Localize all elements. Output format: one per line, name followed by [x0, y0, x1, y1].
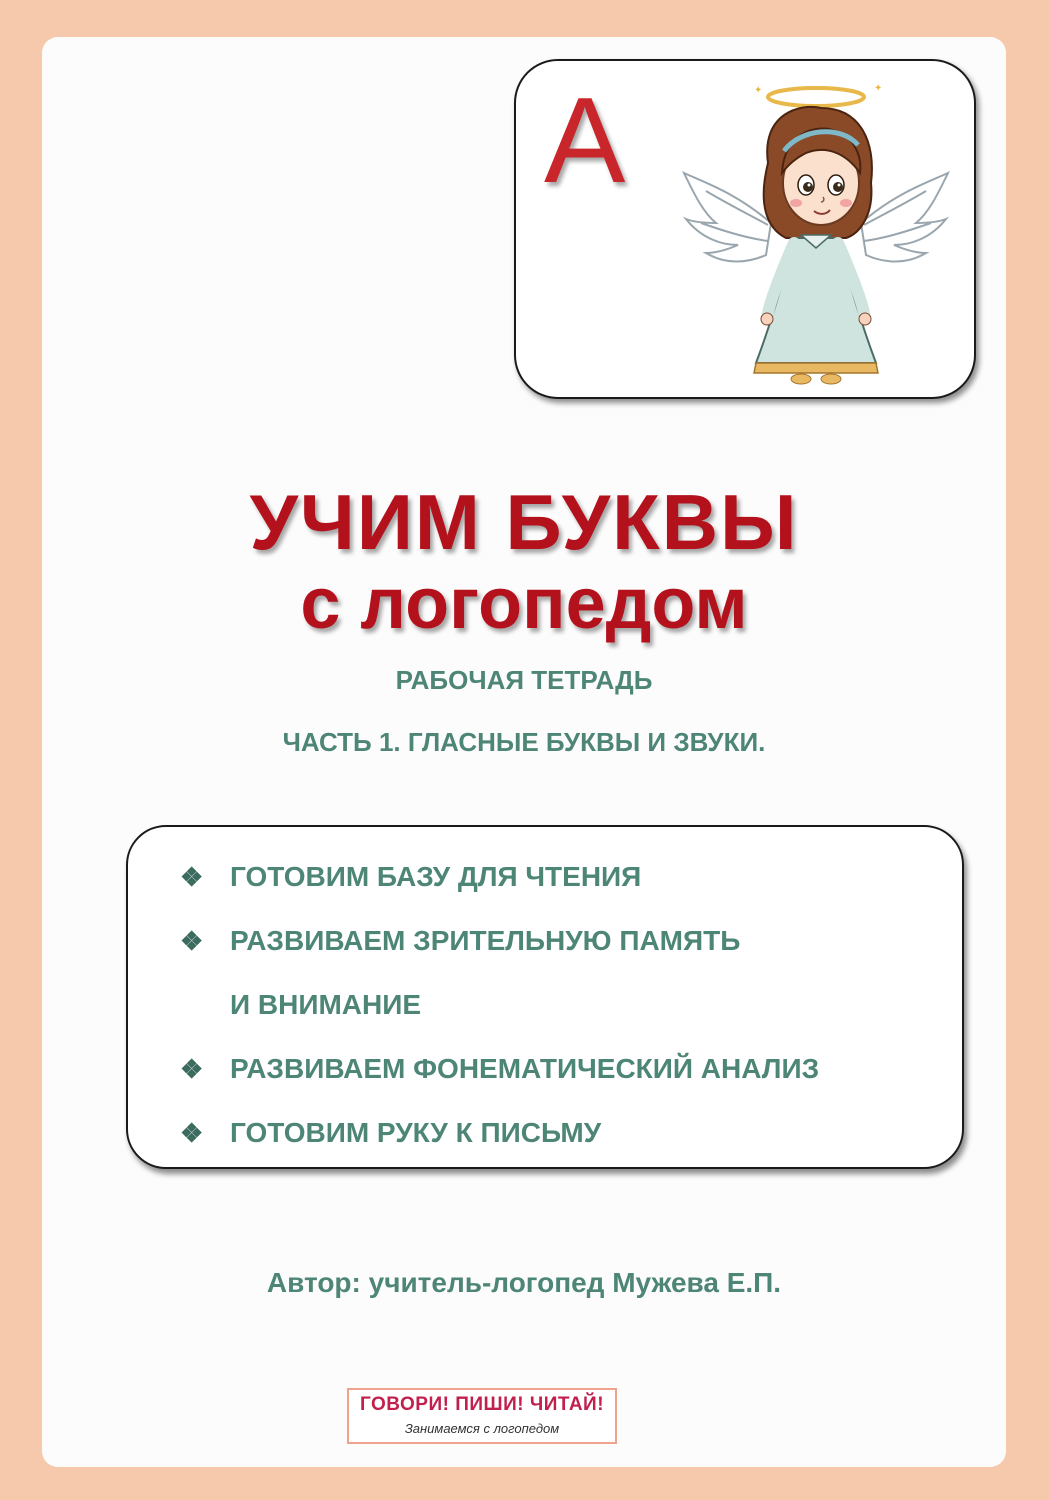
subtitle-part: ЧАСТЬ 1. ГЛАСНЫЕ БУКВЫ И ЗВУКИ. — [282, 727, 766, 757]
feature-item: ❖ РАЗВИВАЕМ ФОНЕМАТИЧЕСКИЙ АНАЛИЗ — [180, 1053, 820, 1084]
diamond-dots-icon: ❖ — [180, 1118, 204, 1148]
feature-item: ❖ ГОТОВИМ БАЗУ ДЛЯ ЧТЕНИЯ — [180, 861, 642, 892]
diamond-dots-icon: ❖ — [180, 926, 204, 956]
letter-card — [514, 59, 976, 399]
author-line: Автор: учитель-логопед Мужева Е.П. — [266, 1267, 782, 1298]
feature-item: ❖ ГОТОВИМ РУКУ К ПИСЬМУ — [180, 1117, 602, 1148]
diamond-dots-icon: ❖ — [180, 862, 204, 892]
title-line-2: с логопедом — [300, 564, 748, 644]
subtitle-workbook: РАБОЧАЯ ТЕТРАДЬ — [395, 665, 653, 695]
svg-text:✦: ✦ — [754, 85, 763, 96]
feature-item: ❖ РАЗВИВАЕМ ЗРИТЕЛЬНУЮ ПАМЯТЬ — [180, 925, 741, 956]
cover-page — [42, 37, 1006, 1467]
svg-text:✦: ✦ — [874, 83, 883, 94]
publisher-logo — [347, 1388, 617, 1444]
features-box — [126, 825, 964, 1169]
angel-girl-illustration — [676, 73, 956, 388]
letter-a: А — [544, 72, 626, 208]
logo-sub-text: Занимаемся с логопедом — [404, 1421, 560, 1436]
feature-item-continuation: И ВНИМАНИЕ — [230, 989, 422, 1020]
logo-main-text: ГОВОРИ! ПИШИ! ЧИТАЙ! — [359, 1394, 605, 1415]
diamond-dots-icon: ❖ — [180, 1054, 204, 1084]
title-line-1: УЧИМ БУКВЫ — [249, 478, 799, 566]
